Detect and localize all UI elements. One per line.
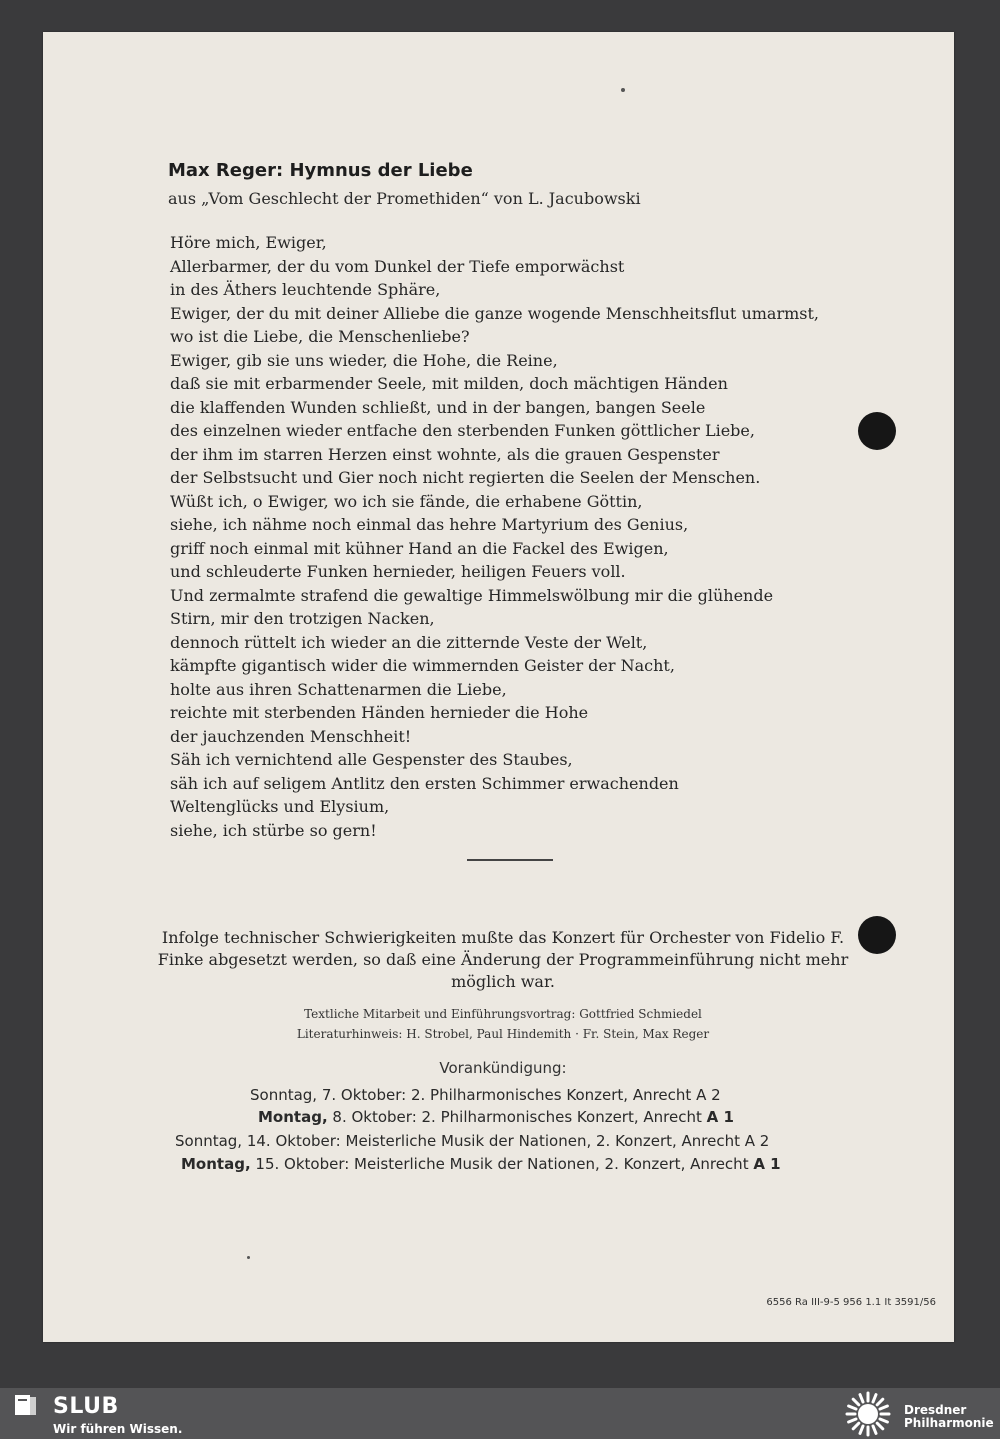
sunburst-ray	[860, 1395, 863, 1402]
poem-line: und schleuderte Funken hernieder, heiligen Feuers voll.	[170, 562, 626, 581]
announcement-day: Montag,	[181, 1155, 251, 1173]
sunburst-ray	[853, 1399, 859, 1405]
page-subtitle: aus „Vom Geschlecht der Promethiden“ von L. Jacubowski	[168, 189, 641, 208]
poem-line: holte aus ihren Schattenarmen die Liebe,	[170, 679, 507, 699]
announcement-day: Sonntag,	[175, 1132, 243, 1150]
punch-hole	[858, 916, 896, 954]
announcement-day: Montag,	[258, 1108, 328, 1126]
sunburst-ray	[849, 1406, 856, 1409]
sunburst-ray	[873, 1395, 876, 1402]
paper-speck	[621, 88, 625, 92]
announcement-item	[258, 1106, 734, 1128]
announcement-details: 14. Oktober: Meisterliche Musik der Nationen, 2. Konzert, Anrecht	[242, 1132, 745, 1150]
slub-logo-text[interactable]: SLUB	[53, 1394, 119, 1419]
sunburst-ray	[873, 1426, 876, 1433]
announcement-anrecht: A 2	[696, 1086, 721, 1104]
announcement-day: Sonntag,	[250, 1086, 318, 1104]
announcement-item	[175, 1130, 769, 1152]
announcement-anrecht: A 1	[706, 1108, 734, 1126]
sunburst-ray	[877, 1399, 883, 1405]
announcement-heading: Vorankündigung:	[439, 1059, 567, 1077]
poem-line: Allerbarmer, der du vom Dunkel der Tiefe emporwächst	[170, 256, 625, 276]
poem-line: Ewiger, der du mit deiner Alliebe die ganze wogende Menschheitsflut umarmst,	[170, 303, 819, 323]
sunburst-ray	[880, 1406, 887, 1409]
print-code: 6556 Ra III-9-5 956 1.1 It 3591/56	[766, 1297, 936, 1308]
sunburst-ray	[853, 1423, 859, 1429]
poem-line: säh ich auf seligem Antlitz den ersten Schimmer erwachenden	[170, 773, 679, 793]
announcement-details: 7. Oktober: 2. Philharmonisches Konzert, Anrecht	[317, 1086, 697, 1104]
poem-line: daß sie mit erbarmender Seele, mit milden, doch mächtigen Händen	[170, 374, 728, 393]
paper-speck	[247, 1256, 250, 1259]
announcement-anrecht: A 2	[744, 1132, 770, 1150]
poem-line: reichte mit sterbenden Händen hernieder die Hohe	[170, 703, 589, 722]
cancellation-notice: Infolge technischer Schwierigkeiten mußte das Konzert für Orchester von Fidelio F. Finke abgesetzt werden, so daß eine Änderung der Programmeinführung nicht mehr möglich war.	[157, 928, 849, 991]
poem-line: dennoch rüttelt ich wieder an die zitternde Veste der Welt,	[170, 632, 648, 652]
announcement-anrecht: A 1	[753, 1155, 781, 1173]
poem-line: der jauchzenden Menschheit!	[170, 726, 412, 746]
poem-line: Wüßt ich, o Ewiger, wo ich sie fände, die erhabene Göttin,	[170, 491, 643, 511]
punch-hole	[858, 412, 896, 450]
sunburst-ray	[880, 1419, 887, 1422]
sunburst-ray	[877, 1423, 883, 1429]
page-title: Max Reger: Hymnus der Liebe	[168, 160, 473, 181]
credits-line: Literaturhinweis: H. Strobel, Paul Hindemith · Fr. Stein, Max Reger	[296, 1027, 710, 1041]
announcement-item	[181, 1153, 781, 1175]
credits	[153, 1004, 853, 1044]
poem-line: der Selbstsucht und Gier noch nicht regierten die Seelen der Menschen.	[170, 468, 761, 487]
announcement-item	[250, 1084, 721, 1106]
poem-line: wo ist die Liebe, die Menschenliebe?	[170, 327, 470, 346]
poem-line: Weltenglücks und Elysium,	[170, 797, 390, 816]
announcement-details: 15. Oktober: Meisterliche Musik der Nationen, 2. Konzert, Anrecht	[250, 1155, 754, 1173]
footer-bar	[0, 1388, 1000, 1439]
poem-line: Und zermalmte strafend die gewaltige Himmelswölbung mir die glühende	[170, 585, 774, 605]
sunburst-logo-icon[interactable]	[842, 1390, 894, 1438]
poem-line: Stirn, mir den trotzigen Nacken,	[170, 609, 435, 628]
poem-line: die klaffenden Wunden schließt, und in der bangen, bangen Seele	[170, 397, 706, 417]
sunburst-ray	[860, 1426, 863, 1433]
poem-text	[170, 231, 819, 842]
partner-name-line: Dresdner	[904, 1403, 967, 1417]
credits-line: Textliche Mitarbeit und Einführungsvortrag: Gottfried Schmiedel	[304, 1007, 702, 1021]
poem-line: griff noch einmal mit kühner Hand an die Fackel des Ewigen,	[170, 538, 669, 558]
poem-line: siehe, ich stürbe so gern!	[170, 820, 377, 840]
document-page	[43, 32, 954, 1342]
poem-line: in des Äthers leuchtende Sphäre,	[170, 280, 441, 299]
partner-name-line: Philharmonie	[904, 1416, 994, 1430]
poem-line: kämpfte gigantisch wider die wimmernden Geister der Nacht,	[170, 656, 675, 675]
poem-line: des einzelnen wieder entfache den sterbenden Funken göttlicher Liebe,	[170, 421, 755, 440]
poem-line: Höre mich, Ewiger,	[170, 233, 327, 252]
slub-tagline: Wir führen Wissen.	[53, 1422, 183, 1436]
poem-line: der ihm im starren Herzen einst wohnte, als die grauen Gespenster	[170, 444, 720, 464]
announcement-details: 8. Oktober: 2. Philharmonisches Konzert, Anrecht	[327, 1108, 707, 1126]
book-icon[interactable]	[12, 1391, 40, 1419]
sunburst-ray	[849, 1419, 856, 1422]
poem-line: Ewiger, gib sie uns wieder, die Hohe, die Reine,	[170, 350, 558, 370]
divider-line	[467, 859, 553, 861]
partner-logo-text[interactable]	[904, 1404, 994, 1430]
poem-line: siehe, ich nähme noch einmal das hehre Martyrium des Genius,	[170, 515, 689, 534]
poem-line: Säh ich vernichtend alle Gespenster des Staubes,	[170, 750, 573, 769]
